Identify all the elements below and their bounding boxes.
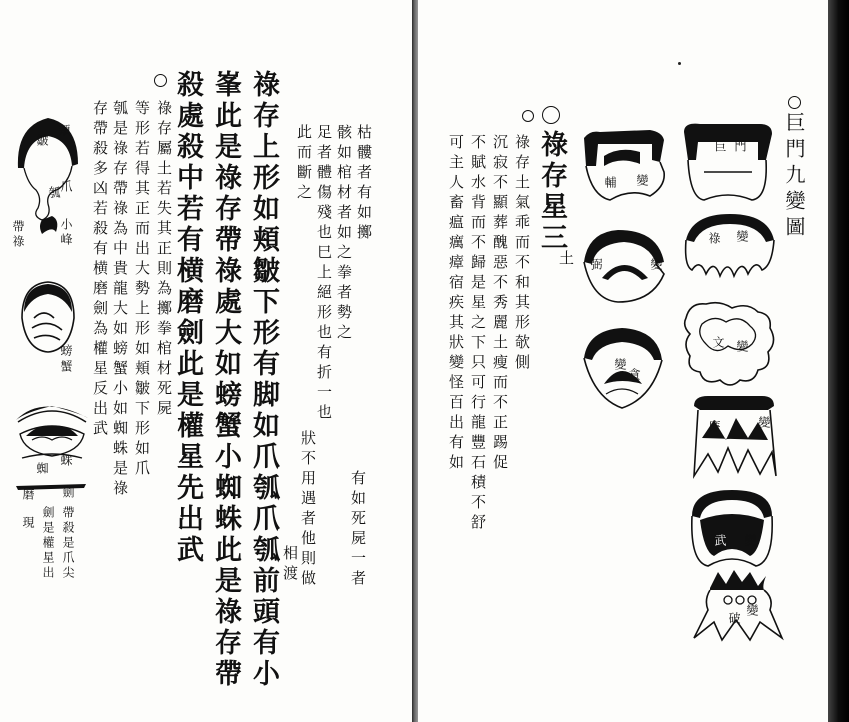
- figure-lian-bian: [688, 392, 780, 484]
- fig-caption: 帶殺是爪尖: [61, 506, 75, 581]
- fig-label: 變: [735, 230, 749, 245]
- fig-caption: 劍是權星出: [41, 506, 55, 581]
- note-column-2: 骸如棺材者如之拳者勢之: [335, 124, 353, 344]
- figure-ju-men: [680, 120, 776, 210]
- fig-label: 文: [711, 336, 725, 351]
- body-column-3: 不賦水背而不歸是星之下只可行龍豐石積不舒: [469, 134, 487, 534]
- note-column-5: 此而斷之: [295, 124, 313, 204]
- fig-label: 變: [613, 358, 627, 373]
- fig-label: 貪: [627, 368, 641, 383]
- body-column-4: 存帶殺多凶若殺有横磨劍為權星反出武: [91, 100, 109, 440]
- fig-label: 破: [727, 612, 741, 627]
- fig-label: 變: [745, 604, 759, 619]
- fig-label: 變: [635, 174, 649, 189]
- ink-speck: [678, 62, 681, 65]
- fig-label: 蟹: [59, 360, 73, 375]
- body-column-4: 可主人畜瘟癘瘴宿疾其狀變怪百出有如: [447, 134, 465, 474]
- note-column-4: 足者體傷殘也巳上絕形也有折一也: [315, 124, 333, 424]
- fig-label: 變: [743, 534, 757, 549]
- figure-po-bian: [688, 566, 788, 646]
- fig-label: 爪: [59, 180, 73, 195]
- fig-label: 皺: [35, 134, 49, 149]
- fig-label: 弼: [589, 258, 603, 273]
- note-column-3: 有如死屍一者: [349, 470, 367, 590]
- figure-wen-bian: [680, 298, 780, 390]
- fig-label: 祿: [707, 232, 721, 247]
- fig-label: 巨: [713, 140, 727, 155]
- circle-marker: [788, 96, 801, 109]
- fig-label: 輔: [603, 176, 617, 191]
- body-column-1: 祿存屬土若失其正則為擲拳棺材死屍: [155, 100, 173, 420]
- book-edge: [828, 0, 849, 722]
- note-column-6: 狀不用遇者他則做: [299, 430, 317, 590]
- circle-marker: [154, 74, 167, 87]
- fig-label: 蜘: [35, 462, 49, 477]
- body-column-3: 瓠是祿存帶祿為中貴龍大如螃蟹小如蜘蛛是祿: [111, 100, 129, 500]
- circle-marker: [522, 110, 534, 122]
- page-title: 巨門九變圖: [782, 112, 806, 242]
- body-column-2: 沉寂不顯葬醜惡不秀麗土瘦而不正踢促: [491, 134, 509, 474]
- fig-label: 變: [735, 340, 749, 355]
- fig-label: 頬: [57, 124, 71, 139]
- fig-label: 瓠: [47, 186, 61, 201]
- fig-label: 磨: [21, 488, 35, 503]
- fig-label: 小峰: [59, 218, 73, 248]
- left-page: [0, 0, 412, 722]
- heading-note: 土: [557, 250, 575, 270]
- body-column-1: 祿存土氣乖而不和其形欹側: [513, 134, 531, 374]
- note-column-7: 相渡: [281, 545, 299, 585]
- fig-label: 變: [757, 416, 771, 431]
- fig-caption: 現: [21, 516, 35, 531]
- body-column-2: 等形若得其正而出大勢上形如頬皺下形如爪: [133, 100, 151, 480]
- heading-column-1: 祿存上形如頬皺下形有脚如爪瓠爪瓠前頭有小: [248, 70, 279, 690]
- fig-label: 變: [649, 258, 663, 273]
- note-column-1: 枯髏者有如擲: [355, 124, 373, 244]
- figure-wu-bian: [684, 486, 780, 572]
- heading: 祿存星三: [536, 130, 567, 254]
- heading-column-3: 殺處殺中若有横磨劍此是權星先出武: [172, 70, 203, 566]
- fig-label: 蛛: [59, 454, 73, 469]
- fig-label: 螃: [59, 344, 73, 359]
- fig-label: 武: [713, 534, 727, 549]
- fig-label: 帶祿: [11, 220, 25, 250]
- heading-column-2: 峯此是祿存帶祿處大如螃蟹小蜘蛛此是祿存帶: [210, 70, 241, 690]
- figure-fu-bian: [580, 126, 670, 206]
- circle-marker: [542, 106, 560, 124]
- fig-label: 劍: [61, 486, 75, 501]
- right-page: [418, 0, 828, 722]
- figure-lu-bian: [680, 210, 780, 290]
- fig-label: 廉: [707, 420, 721, 435]
- fig-label: 門: [733, 140, 747, 155]
